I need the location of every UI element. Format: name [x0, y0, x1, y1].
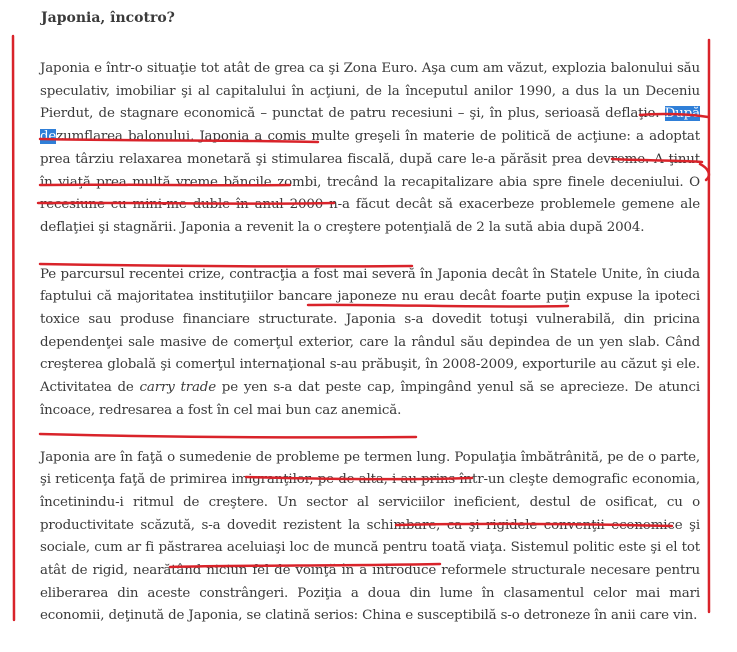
- paragraph-1-text-a: Japonia e într-o situaţie tot atât de grea ca şi Zona Euro. Aşa cum am văzut, explozia balonului său speculativ, imobiliar şi al capitalului în acţiuni, de la începutul anilor 1990, a dus la un Deceniu Pierdut, de stagnare economică – punctat de patru recesiuni – şi, în plus, serioasă deflaţie.: [40, 61, 700, 122]
- italic-term: carry trade: [139, 380, 216, 396]
- paragraph-2-text-b: pe yen s-a dat peste cap, împingând yenul să se aprecieze. De atunci încoace, redresarea a fost în cel mai bun caz anemică.: [40, 380, 700, 418]
- left-margin-line: [13, 36, 14, 620]
- paragraph-1-text-b: zumflarea balonului, Japonia a comis multe greşeli în materie de politică de acţiune: a adoptat prea târziu relaxarea monetară şi stimularea fiscală, după care le-a părăsit prea devreme. A ţinut în viaţă prea multă vreme băncile zombi, trecând la recapitalizare abia spre finele deceniului. O recesiune cu mini-me duble în anul 2000 n-a făcut decât să exacerbeze problemele gemene ale deflaţiei şi stagnării. Japonia a revenit la o creştere potenţială de 2 la sută abia după 2004.: [40, 129, 700, 235]
- right-margin-line: [709, 40, 710, 612]
- paragraph-1: [40, 58, 700, 240]
- article-body: [40, 58, 700, 652]
- article-title: Japonia, încotro?: [41, 10, 175, 26]
- circle-o: [700, 164, 709, 180]
- paragraph-3: Japonia are în faţă o sumedenie de probleme pe termen lung. Populaţia îmbătrânită, pe de o parte, şi reticenţa faţă de primirea imigranţilor, pe de alta, i-au prins într-un cleşte demografic economia, încetinindu-i ritmul de creştere. Un sector al serviciilor ineficient, destul de osificat, cu o productivitate scăzută, s-a dovedit rezistent la schimbare, ca şi rigidele convenţii economice şi sociale, cum ar fi păstrarea aceluiaşi loc de muncă pentru toată viaţa. Sistemul politic este şi el tot atât de rigid, nearătând niciun fel de voinţă în a introduce reformele structurale necesare pentru eliberarea din aceste constrângeri. Poziţia a doua din lume în clasamentul celor mai mari economii, deţinută de Japonia, se clatină serios: China e susceptibilă s-o detroneze în anii care vin.: [40, 449, 700, 624]
- paragraph-2: [40, 264, 700, 423]
- paragraph-2-text-a: Pe parcursul recentei crize, contracţia a fost mai severă în Japonia decât în Statele Unite, în ciuda faptului că majoritatea instituţiilor bancare japoneze nu erau decât foarte puţin expuse la ipoteci toxice sau produse financiare structurate. Japonia s-a dovedit totuşi vulnerabilă, din pricina dependenţei sale masive de comerţul exterior, care la rândul său depindea de un yen slab. Când creşterea globală şi comerţul internaţional s-au prăbuşit, în 2008-2009, exporturile au căzut şi ele. Activitatea de: [40, 266, 700, 396]
- text-selection[interactable]: După de: [40, 106, 700, 145]
